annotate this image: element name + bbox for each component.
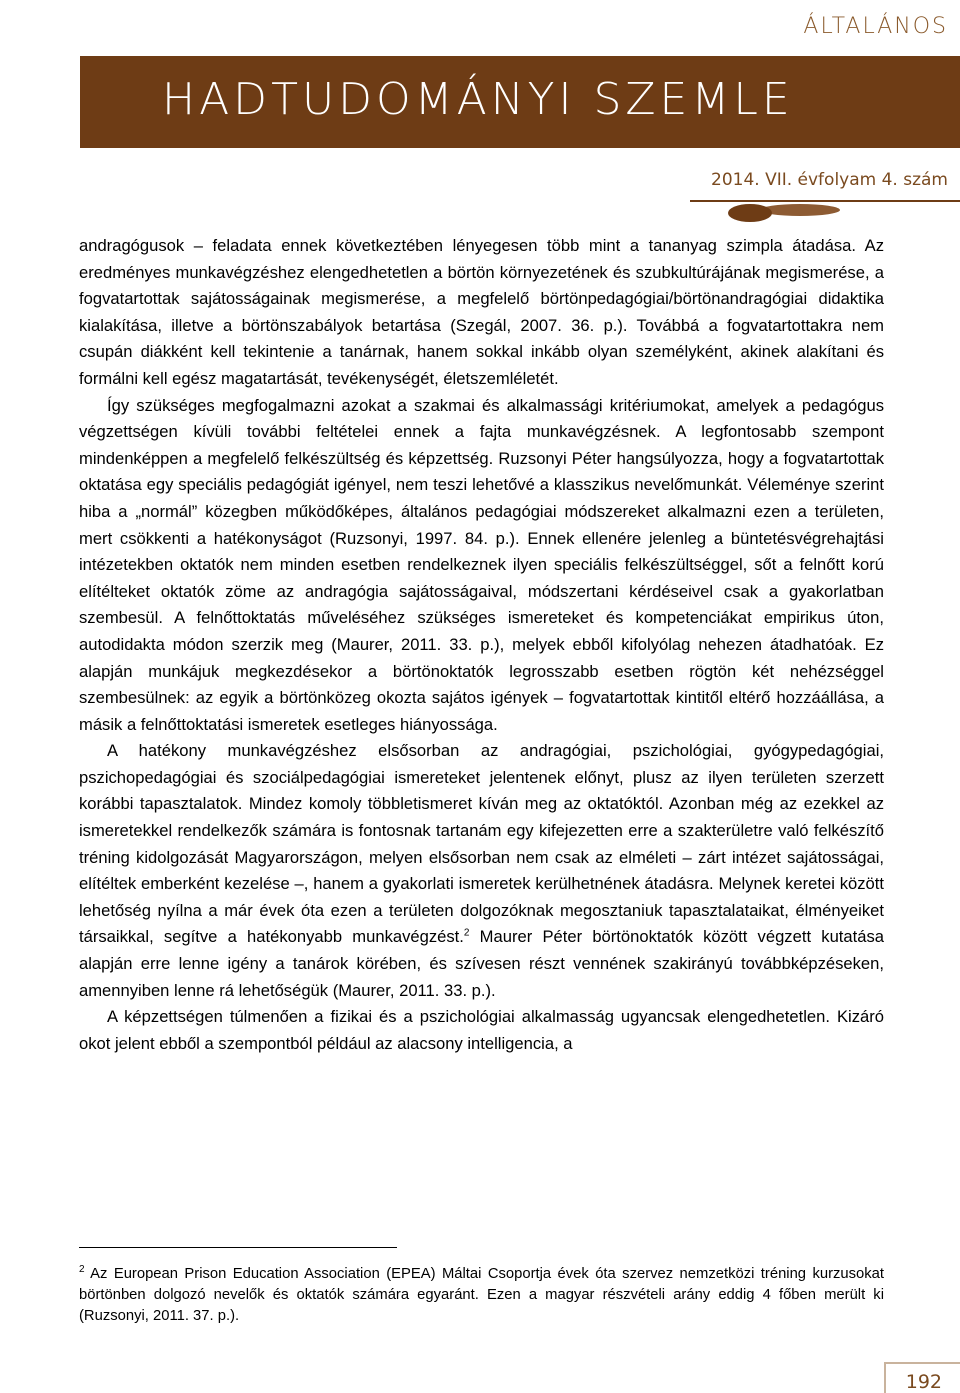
issue-info: 2014. VII. évfolyam 4. szám	[711, 170, 948, 190]
footnote	[79, 1264, 884, 1327]
header-ornament	[760, 204, 840, 216]
footnote-mark: 2	[79, 1264, 85, 1276]
header-rule	[690, 200, 960, 202]
footnote-reference[interactable]: 2	[463, 927, 470, 939]
footnote-text: Az European Prison Education Association (EPEA) Máltai Csoportja évek óta szervez nemzetközi tréning kurzusokat börtönben dolgozó nevelők és oktatók számára egyaránt. Ezen a magyar részvételi arány eddig 4 főben merült ki (Ruzsonyi, 2011. 37. p.).	[79, 1266, 884, 1324]
paragraph	[79, 738, 884, 1004]
section-label: ÁLTALÁNOS	[803, 14, 948, 39]
paragraph: A képzettségen túlmenően a fizikai és a pszichológiai alkalmasság ugyancsak elengedhetetlen. Kizáró okot jelent ebből a szempontból például az alacsony intelligencia, a	[79, 1007, 884, 1053]
paragraph: andragógusok – feladata ennek következtében lényegesen több mint a tananyag szimpla átadása. Az eredményes munkavégzéshez elengedhetetlen a börtön környezetének és szubkultúrájának megismerése, a fogvatartottak sajátosságainak megismerése, a megfelelő börtönpedagógiai/börtönandragógiai didaktika kialakítása, illetve a börtönszabályok betartása (Szegál, 2007. 36. p.). Továbbá a fogvatartottakra nem csupán diákként kell tekintenie a tanárnak, hanem sokkal inkább olyan személyként, akinek alakítani és formálni kell egész magatartását, tevékenységét, életszemléletét.	[79, 236, 884, 388]
body-text	[79, 233, 884, 1057]
page-number: 192	[905, 1371, 942, 1393]
paragraph: Így szükséges megfogalmazni azokat a szakmai és alkalmassági kritériumokat, amelyek a pedagógus végzettségen kívüli további feltételei ennek a fajta munkavégzésnek. A legfontosabb szempont mindenképpen a megfelelő felkészültség és képzettség. Ruzsonyi Péter hangsúlyozza, hogy a fogvatartottak oktatása egy speciális pedagógiát igényel, nem teszi lehetővé a klasszikus nevelőmunkát. Véleménye szerint hiba a „normál” közegben működőképes, általános pedagógiai módszereket alkalmazni ezen a területen, mert csökkenti a hatékonyságot (Ruzsonyi, 1997. 84. p.). Ennek ellenére jelenleg a büntetésvégrehajtási intézetekben oktatók nem minden esetben rendelkeznek ilyen speciális felkészültséggel, sőt a felnőtt korú elítélteket oktatók zöme az andragógia sajátosságaival, módszertani kérdéseivel csak a gyakorlatban szembesül. A felnőttoktatás műveléséhez szükséges ismereteket és kompetenciákat empirikus úton, autodidakta módon szerzik meg (Maurer, 2011. 33. p.), melyek ebből kifolyólag nehezen átadhatóak. Ez alapján munkájuk megkezdésekor a börtönoktatók legrosszabb esetben rögtön két nehézséggel szembesülnek: az egyik a börtönközeg okozta sajátos igények – fogvatartottak kintitől eltérő hozzáállása, a másik a felnőttoktatási ismeretek esetleges hiányossága.	[79, 395, 884, 734]
paragraph-text: A hatékony munkavégzéshez elsősorban az andragógiai, pszichológiai, gyógypedagógiai, pszichopedagógiai és szociálpedagógiai ismereteket jelentenek előnyt, plusz az ilyen területen szerzett korábbi tapasztalatok. Mindez komoly többletismeret kíván meg az oktatóktól. Azonban még az ezekkel az ismeretekkel rendelkezők számára is fontosnak tartanám egy kifejezetten erre a szakterületre való felkészítő tréning kidolgozását Magyarországon, melyen elsősorban nem csak az elméleti – zárt intézet sajátosságai, elítéltek emberként kezelése –, hanem a gyakorlati ismeretek kerülhetnének átadásra. Melynek keretei között lehetőség nyílna a már évek óta ezen a területen dolgozóknak megosztaniuk tapasztalataikat, élményeiket társaikkal, segítve a hatékonyabb munkavégzést.	[79, 741, 884, 947]
journal-title: HADTUDOMÁNYI SZEMLE	[162, 74, 794, 125]
footnote-separator	[79, 1247, 397, 1248]
header-ornament-dot	[728, 204, 772, 222]
paragraph-text: Maurer Péter börtönoktatók között végzett kutatása alapján erre lenne igény a tanárok körében, és szívesen részt vennének szakirányú továbbképzéseken, amennyiben lenne rá lehetőségük (Maurer, 2011. 33. p.).	[79, 927, 884, 1000]
